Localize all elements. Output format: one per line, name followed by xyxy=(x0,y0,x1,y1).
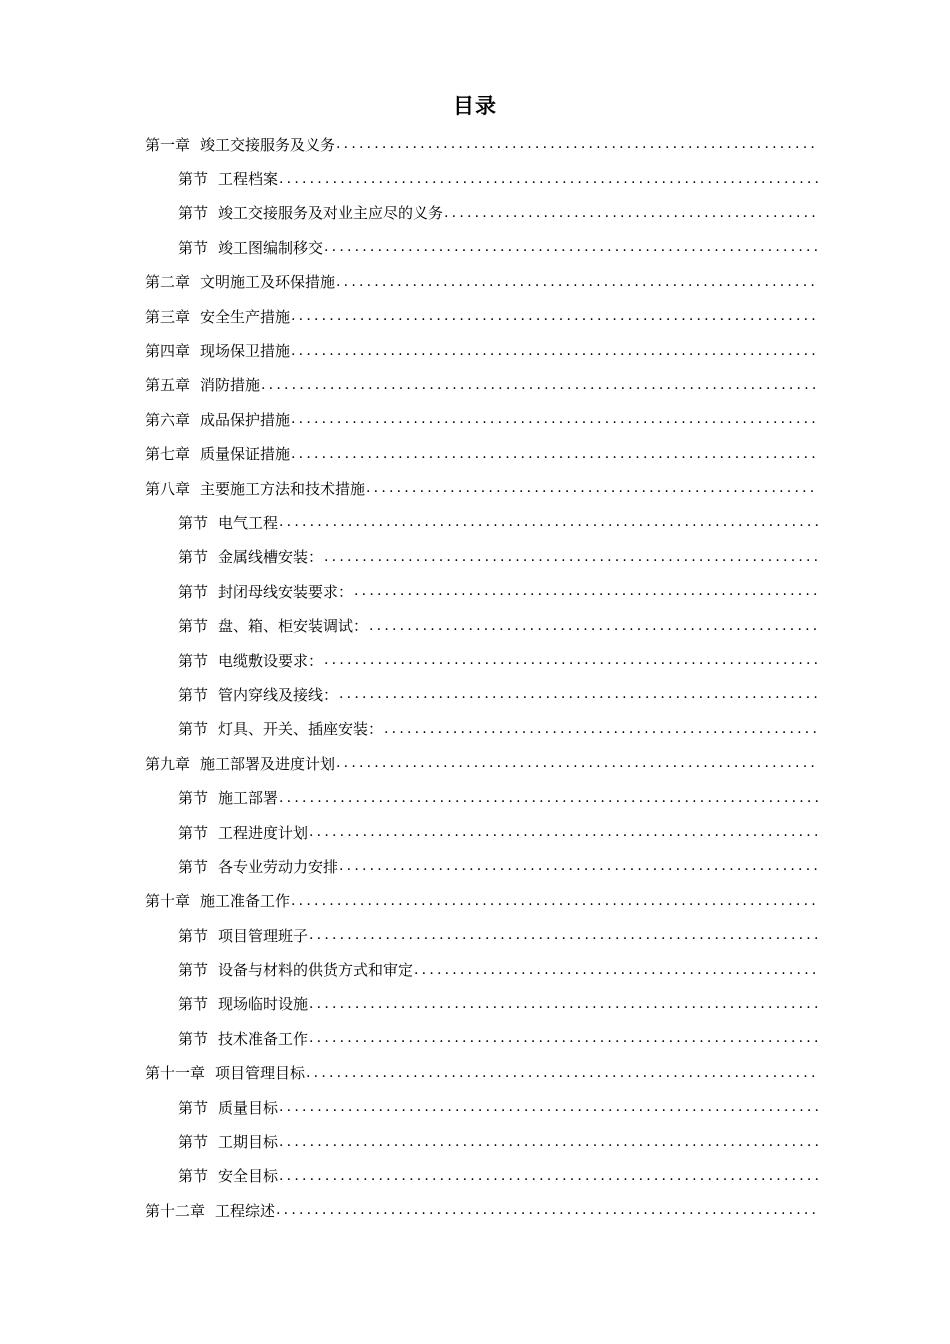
dot-leader xyxy=(290,343,818,359)
toc-chapter-entry[interactable] xyxy=(145,402,818,436)
toc-chapter-entry[interactable] xyxy=(145,884,818,918)
dot-leader xyxy=(275,1202,818,1218)
toc-entry-title: 项目管理班子 xyxy=(218,926,309,945)
toc-entry-title: 竣工交接服务及义务 xyxy=(200,135,336,154)
dot-leader xyxy=(335,136,818,152)
toc-entry-number: 第节 xyxy=(178,1133,209,1152)
toc-entry-number: 第节 xyxy=(178,961,209,980)
dot-leader xyxy=(338,686,818,702)
toc-entry-title: 电缆敷设要求： xyxy=(218,651,324,670)
dot-leader xyxy=(308,1030,818,1046)
toc-entry-title: 安全生产措施 xyxy=(200,307,291,326)
toc-entry-title: 主要施工方法和技术措施 xyxy=(200,479,366,498)
toc-entry-title: 工期目标 xyxy=(218,1133,279,1152)
toc-section-entry[interactable] xyxy=(145,574,818,608)
toc-entry-number: 第二章 xyxy=(145,273,191,292)
toc-entry-title: 技术准备工作 xyxy=(218,1029,309,1048)
dot-leader xyxy=(278,171,818,187)
dot-leader xyxy=(365,480,818,496)
dot-leader xyxy=(290,446,818,462)
toc-entry-number: 第三章 xyxy=(145,307,191,326)
toc-entry-title: 消防措施 xyxy=(200,376,261,395)
toc-entry-title: 施工准备工作 xyxy=(200,892,291,911)
toc-entry-number: 第七章 xyxy=(145,445,191,464)
toc-chapter-entry[interactable] xyxy=(145,333,818,367)
toc-section-entry[interactable] xyxy=(145,505,818,539)
dot-leader xyxy=(278,1168,818,1184)
toc-entry-number: 第节 xyxy=(178,857,209,876)
dot-leader xyxy=(335,274,818,290)
toc-section-entry[interactable] xyxy=(145,196,818,230)
toc-entry-title: 质量目标 xyxy=(218,1098,279,1117)
toc-entry-number: 第节 xyxy=(178,513,209,532)
toc-entry-title: 安全目标 xyxy=(218,1167,279,1186)
toc-section-entry[interactable] xyxy=(145,849,818,883)
dot-leader xyxy=(353,583,818,599)
toc-entry-number: 第节 xyxy=(178,926,209,945)
toc-entry-title: 管内穿线及接线： xyxy=(218,685,339,704)
toc-chapter-entry[interactable] xyxy=(145,127,818,161)
toc-entry-number: 第节 xyxy=(178,582,209,601)
toc-entry-title: 现场保卫措施 xyxy=(200,342,291,361)
toc-entry-title: 施工部署及进度计划 xyxy=(200,754,336,773)
toc-entry-title: 成品保护措施 xyxy=(200,410,291,429)
toc-entry-number: 第节 xyxy=(178,548,209,567)
toc-entry-title: 竣工交接服务及对业主应尽的义务 xyxy=(218,204,444,223)
toc-entry-title: 电气工程 xyxy=(218,513,279,532)
toc-chapter-entry[interactable] xyxy=(145,265,818,299)
dot-leader xyxy=(308,824,818,840)
dot-leader xyxy=(290,308,818,324)
dot-leader xyxy=(383,721,818,737)
toc-section-entry[interactable] xyxy=(145,161,818,195)
toc-entry-title: 各专业劳动力安排 xyxy=(218,857,339,876)
toc-entry-number: 第节 xyxy=(178,1167,209,1186)
toc-section-entry[interactable] xyxy=(145,780,818,814)
toc-section-entry[interactable] xyxy=(145,677,818,711)
dot-leader xyxy=(278,514,818,530)
dot-leader xyxy=(278,790,818,806)
toc-chapter-entry[interactable] xyxy=(145,1193,818,1227)
dot-leader xyxy=(290,893,818,909)
toc-entry-number: 第节 xyxy=(178,720,209,739)
toc-chapter-entry[interactable] xyxy=(145,746,818,780)
toc-section-entry[interactable] xyxy=(145,1090,818,1124)
dot-leader xyxy=(338,858,818,874)
toc-entry-title: 封闭母线安装要求： xyxy=(218,582,354,601)
dot-leader xyxy=(290,411,818,427)
toc-section-entry[interactable] xyxy=(145,1124,818,1158)
dot-leader xyxy=(368,618,818,634)
toc-entry-number: 第八章 xyxy=(145,479,191,498)
toc-section-entry[interactable] xyxy=(145,1021,818,1055)
toc-section-entry[interactable] xyxy=(145,918,818,952)
toc-entry-number: 第十二章 xyxy=(145,1201,206,1220)
toc-entry-title: 项目管理目标 xyxy=(215,1064,306,1083)
toc-entry-number: 第节 xyxy=(178,789,209,808)
dot-leader xyxy=(335,755,818,771)
toc-entry-number: 第节 xyxy=(178,1098,209,1117)
toc-entry-title: 施工部署 xyxy=(218,789,279,808)
dot-leader xyxy=(260,377,818,393)
toc-entry-number: 第十一章 xyxy=(145,1064,206,1083)
toc-section-entry[interactable] xyxy=(145,952,818,986)
dot-leader xyxy=(323,239,818,255)
toc-entry-number: 第节 xyxy=(178,995,209,1014)
toc-chapter-entry[interactable] xyxy=(145,437,818,471)
toc-entry-title: 工程档案 xyxy=(218,170,279,189)
toc-entry-number: 第节 xyxy=(178,1029,209,1048)
dot-leader xyxy=(278,1099,818,1115)
toc-section-entry[interactable] xyxy=(145,1159,818,1193)
dot-leader xyxy=(305,1065,818,1081)
toc-entry-title: 工程综述 xyxy=(215,1201,276,1220)
toc-section-entry[interactable] xyxy=(145,540,818,574)
toc-entry-number: 第节 xyxy=(178,617,209,636)
toc-entry-number: 第四章 xyxy=(145,342,191,361)
page-title: 目录 xyxy=(453,93,497,118)
toc-entry-title: 设备与材料的供货方式和审定 xyxy=(218,961,414,980)
dot-leader xyxy=(323,652,818,668)
toc-entry-title: 文明施工及环保措施 xyxy=(200,273,336,292)
toc-section-entry[interactable] xyxy=(145,712,818,746)
toc-entry-number: 第节 xyxy=(178,170,209,189)
toc-entry-title: 盘、箱、柜安装调试： xyxy=(218,617,369,636)
toc-entry-number: 第一章 xyxy=(145,135,191,154)
toc-section-entry[interactable] xyxy=(145,815,818,849)
toc-entry-title: 现场临时设施 xyxy=(218,995,309,1014)
dot-leader xyxy=(413,962,818,978)
dot-leader xyxy=(443,205,818,221)
toc-section-entry[interactable] xyxy=(145,608,818,642)
toc-entry-number: 第五章 xyxy=(145,376,191,395)
toc-entry-number: 第六章 xyxy=(145,410,191,429)
toc-chapter-entry[interactable] xyxy=(145,299,818,333)
toc-entry-number: 第节 xyxy=(178,823,209,842)
dot-leader xyxy=(323,549,818,565)
dot-leader xyxy=(308,927,818,943)
toc-entry-number: 第节 xyxy=(178,238,209,257)
toc-chapter-entry[interactable] xyxy=(145,1056,818,1090)
toc-entry-number: 第十章 xyxy=(145,892,191,911)
dot-leader xyxy=(278,1134,818,1150)
toc-entry-title: 金属线槽安装： xyxy=(218,548,324,567)
toc-entry-title: 工程进度计划 xyxy=(218,823,309,842)
toc-entry-title: 质量保证措施 xyxy=(200,445,291,464)
dot-leader xyxy=(308,996,818,1012)
toc-section-entry[interactable] xyxy=(145,987,818,1021)
toc-chapter-entry[interactable] xyxy=(145,368,818,402)
toc-chapter-entry[interactable] xyxy=(145,471,818,505)
toc-section-entry[interactable] xyxy=(145,230,818,264)
toc-entry-number: 第节 xyxy=(178,685,209,704)
toc-entry-number: 第九章 xyxy=(145,754,191,773)
toc-entry-title: 竣工图编制移交 xyxy=(218,238,324,257)
toc-entry-number: 第节 xyxy=(178,204,209,223)
toc-entry-number: 第节 xyxy=(178,651,209,670)
toc-section-entry[interactable] xyxy=(145,643,818,677)
toc-entry-title: 灯具、开关、插座安装： xyxy=(218,720,384,739)
table-of-contents xyxy=(145,127,818,1228)
